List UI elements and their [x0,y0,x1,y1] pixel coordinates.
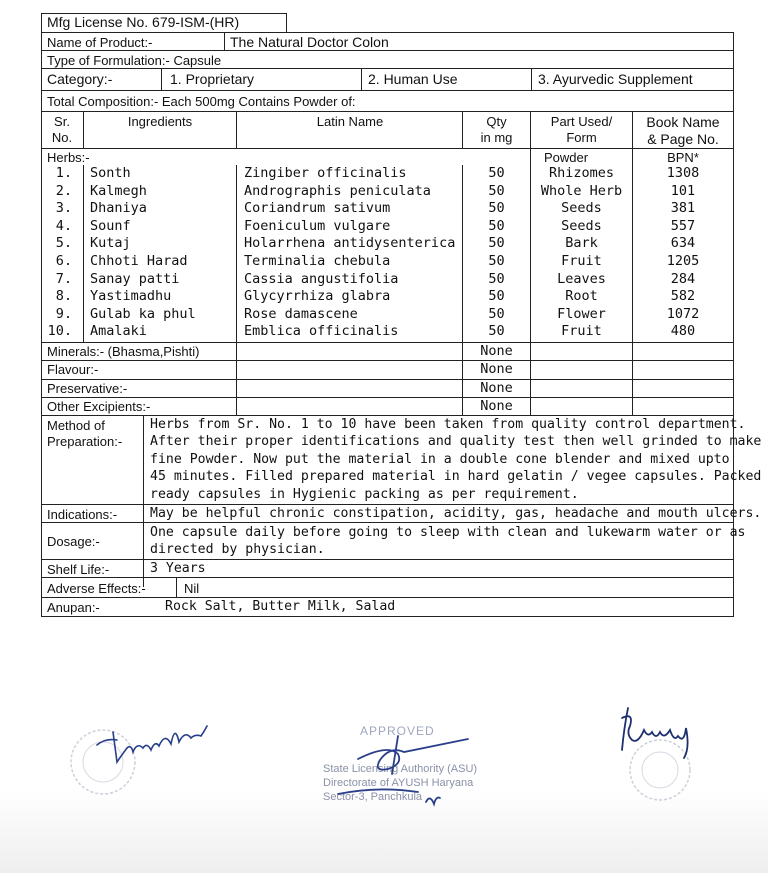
row-2-qty: 50 [488,182,505,199]
category-label: Category:- [47,71,113,87]
method-line-3: fine Powder. Now put the material in a double cone blender and mixed upto [150,451,730,467]
col-sr: Sr. No. [51,114,73,145]
row-5-latin: Holarrhena antidysenterica [244,235,456,252]
extra-3-qty: None [480,379,513,396]
method-line-1: Herbs from Sr. No. 1 to 10 have been taken from quality control department. [150,417,746,432]
row-7-name: Sanay patti [90,270,180,287]
anupan-value: Rock Salt, Butter Milk, Salad [165,599,396,614]
shelf-life-value: 3 Years [150,561,206,576]
row-9-part: Flower [557,305,606,322]
row-10-sr: 10. [47,323,72,340]
row-6-name: Chhoti Harad [90,253,188,269]
row-6-page: 1205 [666,253,700,269]
stamp-approved: APPROVED [360,724,435,738]
license-number: Mfg License No. 679-ISM-(HR) [47,14,240,30]
row-4-sr: 4. [55,217,72,234]
col-qty: Qty in mg [480,114,513,145]
signature-left [55,700,225,810]
row-1-sr: 1. [55,165,72,181]
row-8-latin: Glycyrrhiza glabra [244,288,391,305]
row-5-qty: 50 [488,235,505,252]
row-8-part: Root [565,288,598,305]
dosage-text: One capsule daily before going to sleep with clean and lukewarm water or as directed by physician. [150,525,746,557]
row-10-page: 480 [670,323,696,340]
dosage-label: Dosage:- [47,534,100,549]
col-ingredients: Ingredients [127,114,193,129]
row-4-qty: 50 [488,217,505,234]
signature-right [600,698,730,808]
extra-1-qty: None [480,343,513,359]
row-3-page: 381 [670,200,696,217]
extra-2-label: Flavour:- [47,362,99,378]
row-4-name: Sounf [90,217,131,234]
row-10-part: Fruit [561,323,602,340]
adverse-effects-value: Nil [184,581,200,596]
shelf-life-label: Shelf Life:- [47,562,110,577]
row-8-sr: 8. [55,288,72,305]
row-7-latin: Cassia angustifolia [244,270,399,287]
row-2-part: Whole Herb [540,182,623,199]
row-8-name: Yastimadhu [90,288,172,305]
row-9-latin: Rose damascene [244,305,358,322]
product-name: The Natural Doctor Colon [230,34,389,50]
row-6-qty: 50 [488,253,505,269]
row-10-qty: 50 [488,323,505,340]
stamp-line-3: Sector-3, Panchkula [323,791,423,803]
row-8-page: 582 [670,288,696,305]
row-3-qty: 50 [488,200,505,217]
extra-4-label: Other Excipients:- [47,398,151,414]
row-4-page: 557 [670,217,696,234]
row-6-latin: Terminalia chebula [244,253,391,269]
product-label: Name of Product:- [47,35,153,50]
row-10-latin: Emblica officinalis [244,323,399,340]
row-1-qty: 50 [488,165,505,181]
row-4-latin: Foeniculum vulgare [244,217,391,234]
category-ayurvedic: 3. Ayurvedic Supplement [538,71,693,87]
powder-label: Powder [543,150,589,165]
category-human-use: 2. Human Use [368,71,458,87]
row-9-name: Gulab ka phul [90,305,196,322]
row-1-part: Rhizomes [548,165,615,181]
extra-2-qty: None [480,361,513,378]
extra-3-label: Preservative:- [47,380,128,396]
row-9-sr: 9. [55,305,72,322]
row-9-qty: 50 [488,305,505,322]
row-3-latin: Coriandrum sativum [244,200,391,217]
row-1-page: 1308 [666,165,700,181]
row-5-part: Bark [565,235,598,252]
row-2-name: Kalmegh [90,182,147,199]
seal-left [71,730,135,794]
row-7-sr: 7. [55,270,72,287]
indications-label: Indications:- [47,507,118,522]
method-label: Method of Preparation:- [47,418,123,449]
anupan-label: Anupan:- [47,600,100,615]
row-5-page: 634 [670,235,696,252]
row-2-page: 101 [670,182,696,199]
row-4-part: Seeds [561,217,602,234]
row-9-page: 1072 [666,305,700,322]
row-7-qty: 50 [488,270,505,287]
approval-stamp [318,724,498,814]
stamp-line-2: Directorate of AYUSH Haryana [323,777,474,789]
bpn-label: BPN* [667,150,699,165]
row-5-sr: 5. [55,235,72,252]
col-book-page: Book Name & Page No. [646,114,720,147]
row-10-name: Amalaki [90,323,147,340]
row-1-latin: Zingiber officinalis [244,165,407,181]
herbs-label: Herbs:- [47,150,90,165]
row-8-qty: 50 [488,288,505,305]
total-composition: Total Composition:- Each 500mg Contains Powder of: [47,94,356,109]
col-latin-name: Latin Name [316,114,384,129]
row-1-name: Sonth [90,165,131,181]
seal-right [630,740,690,800]
row-3-part: Seeds [561,200,602,217]
method-line-5: ready capsules in Hygienic packing as per requirement. [150,486,579,502]
indications-text: May be helpful chronic constipation, acidity, gas, headache and mouth ulcers. [150,506,762,521]
row-7-part: Leaves [557,270,606,287]
row-2-latin: Andrographis peniculata [244,182,431,199]
adverse-effects-label: Adverse Effects:- [47,581,146,596]
row-2-sr: 2. [55,182,72,199]
method-line-4: 45 minutes. Filled prepared material in hard gelatin / vegee capsules. Packed [150,469,762,485]
row-7-page: 284 [670,270,696,287]
formulation-type: Type of Formulation:- Capsule [47,53,222,68]
category-proprietary: 1. Proprietary [170,71,255,87]
signature-center [318,724,498,814]
row-6-part: Fruit [561,253,602,269]
row-5-name: Kutaj [90,235,131,252]
row-3-name: Dhaniya [90,200,147,217]
row-3-sr: 3. [55,200,72,217]
extra-1-label: Minerals:- (Bhasma,Pishti) [47,344,200,359]
stamp-line-1: State Licensing Authority (ASU) [323,763,478,775]
extra-4-qty: None [480,397,513,414]
col-part-used: Part Used/ Form [550,114,613,145]
row-6-sr: 6. [55,253,72,269]
method-line-2: After their proper identifications and quality test then well grinded to make [150,434,762,450]
